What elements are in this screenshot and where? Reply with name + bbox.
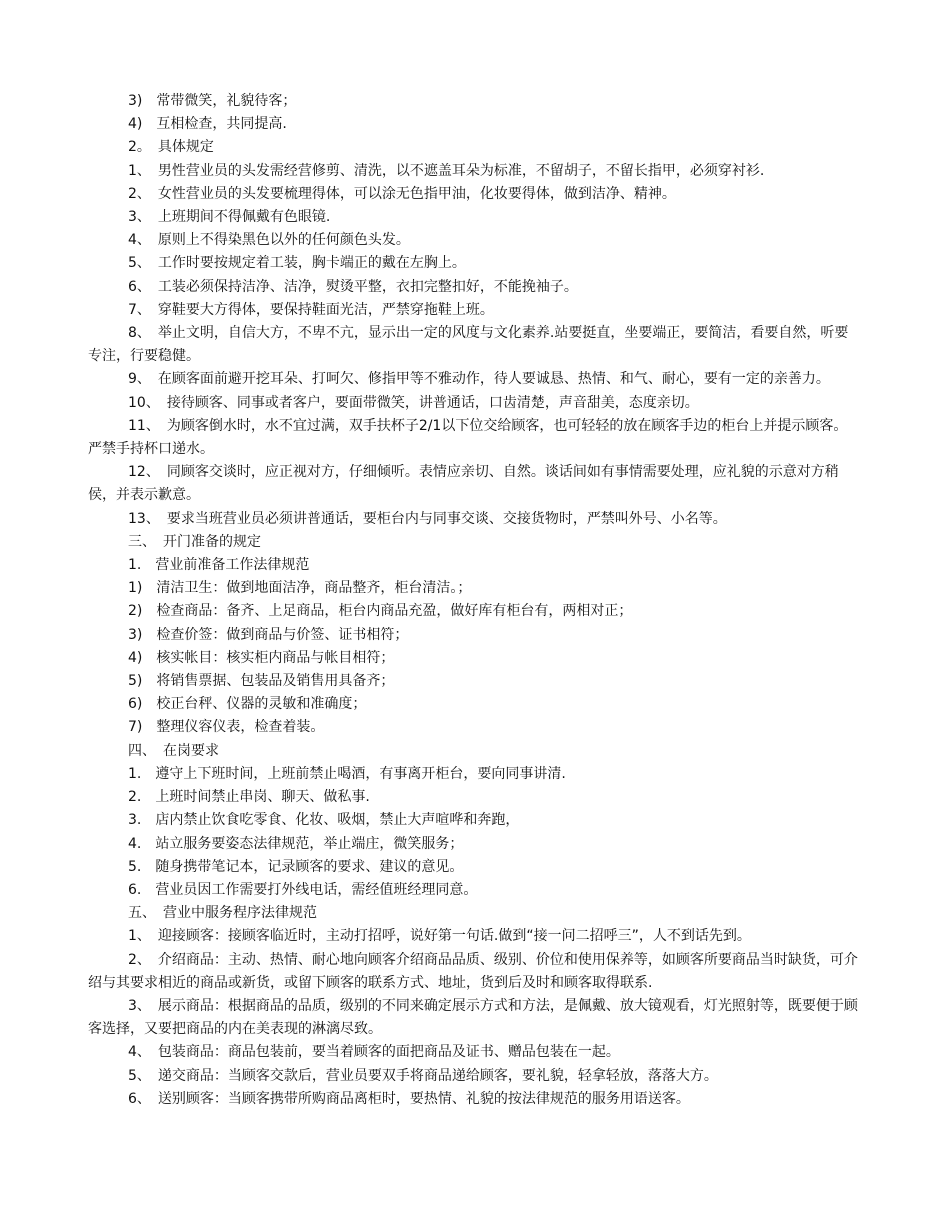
list-item: 8、 举止文明，自信大方，不卑不亢，显示出一定的风度与文化素养.站要挺直，坐要端正，要简洁，看要自然，听要专注，行要稳健。 xyxy=(88,325,849,365)
list-item: 11、 为顾客倒水时，水不宜过满，双手扶杯子2/1以下位交给顾客，也可轻轻的放在顾客手边的柜台上并提示顾客。严禁手持杯口递水。 xyxy=(88,417,848,458)
list-item: 7) 整理仪容仪表，检查着装。 xyxy=(128,719,325,736)
list-item: 3) 常带微笑，礼貌待客； xyxy=(128,93,297,109)
list-item: 13、 要求当班营业员必须讲普通话，要柜台内与同事交谈、交接货物时，严禁叫外号、小名等。 xyxy=(128,510,727,527)
list-item: 3、 展示商品：根据商品的品质，级别的不同来确定展示方式和方法，是佩戴、放大镜观看，灯光照射等，既要便于顾客选择，又要把商品的内在美表现的淋漓尽致。 xyxy=(88,997,858,1038)
list-item: 3) 检查价签：做到商品与价签、证书相符； xyxy=(128,626,409,643)
list-item: 9、 在顾客面前避开挖耳朵、打呵欠、修指甲等不雅动作，待人要诚恳、热情、和气、耐心，要有一定的亲善力。 xyxy=(128,371,830,388)
list-item: 2. 上班时间禁止串岗、聊天、做私事. xyxy=(128,789,370,806)
list-item: 4、 包装商品：商品包装前，要当着顾客的面把商品及证书、赠品包装在一起。 xyxy=(128,1044,620,1061)
list-item: 6、 工装必须保持洁净、洁净，熨烫平整，衣扣完整扣好，不能挽袖子。 xyxy=(128,278,578,295)
list-item: 6、 送别顾客：当顾客携带所购商品离柜时，要热情、礼貌的按法律规范的服务用语送客。 xyxy=(128,1090,690,1107)
list-item: 3. 店内禁止饮食吃零食、化妆、吸烟，禁止大声喧哗和奔跑， xyxy=(128,812,520,829)
list-item: 5) 将销售票据、包装品及销售用具备齐； xyxy=(128,673,395,690)
list-item: 1、 迎接顾客：接顾客临近时，主动打招呼，说好第一句话.做到“接一问二招呼三”，人不到话先到。 xyxy=(128,928,751,945)
document-body xyxy=(88,90,858,1111)
list-item: 5、 递交商品：当顾客交款后，营业员要双手将商品递给顾客，要礼貌，轻拿轻放，落落大方。 xyxy=(128,1067,718,1084)
section-heading: 2。 具体规定 xyxy=(128,139,214,156)
list-item: 4) 核实帐目：核实柜内商品与帐目相符； xyxy=(128,649,395,666)
list-item: 10、 接待顾客、同事或者客户，要面带微笑，讲普通话，口齿清楚，声音甜美，态度亲切。 xyxy=(128,394,699,411)
list-item: 6. 营业员因工作需要打外线电话，需经值班经理同意。 xyxy=(128,881,478,898)
list-item: 12、 同顾客交谈时，应正视对方，仔细倾听。表情应亲切、自然。谈话间如有事情需要处理，应礼貌的示意对方稍侯，并表示歉意。 xyxy=(88,464,839,504)
section-heading: 三、 开门准备的规定 xyxy=(128,533,261,550)
list-item: 4、 原则上不得染黑色以外的任何颜色头发。 xyxy=(128,232,410,249)
list-item: 5、 工作时要按规定着工装，胸卡端正的戴在左胸上。 xyxy=(128,255,466,272)
list-item: 2、 介绍商品：主动、热情、耐心地向顾客介绍商品品质、级别、价位和使用保养等，如顾客所要商品当时缺货，可介绍与其要求相近的商品或新货，或留下顾客的联系方式、地址，货到后及时和顾客取得联系. xyxy=(88,951,858,991)
list-item: 6) 校正台秤、仪器的灵敏和准确度； xyxy=(128,696,367,713)
list-item: 1. 遵守上下班时间，上班前禁止喝酒，有事离开柜台，要向同事讲清. xyxy=(128,765,566,782)
subsection-heading: 1. 营业前准备工作法律规范 xyxy=(128,557,310,574)
list-item: 1) 清洁卫生：做到地面洁净，商品整齐，柜台清洁。； xyxy=(128,580,472,597)
list-item: 1、 男性营业员的头发需经营修剪、清洗，以不遮盖耳朵为标准，不留胡子，不留长指甲，必须穿衬衫. xyxy=(128,162,765,179)
list-item: 4. 站立服务要姿态法律规范，举止端庄，微笑服务； xyxy=(128,835,464,852)
list-item: 7、 穿鞋要大方得体，要保持鞋面光洁，严禁穿拖鞋上班。 xyxy=(128,301,494,318)
list-item: 2) 检查商品：备齐、上足商品，柜台内商品充盈，做好库有柜台有，两相对正； xyxy=(128,603,633,620)
list-item: 3、 上班期间不得佩戴有色眼镜. xyxy=(128,209,331,226)
section-heading: 四、 在岗要求 xyxy=(128,742,219,759)
section-heading: 五、 营业中服务程序法律规范 xyxy=(128,905,317,922)
list-item: 4) 互相检查，共同提高. xyxy=(128,116,287,133)
list-item: 2、 女性营业员的头发要梳理得体，可以涂无色指甲油，化妆要得体，做到洁净、精神。 xyxy=(128,185,676,202)
list-item: 5. 随身携带笔记本，记录顾客的要求、建议的意见。 xyxy=(128,858,464,875)
